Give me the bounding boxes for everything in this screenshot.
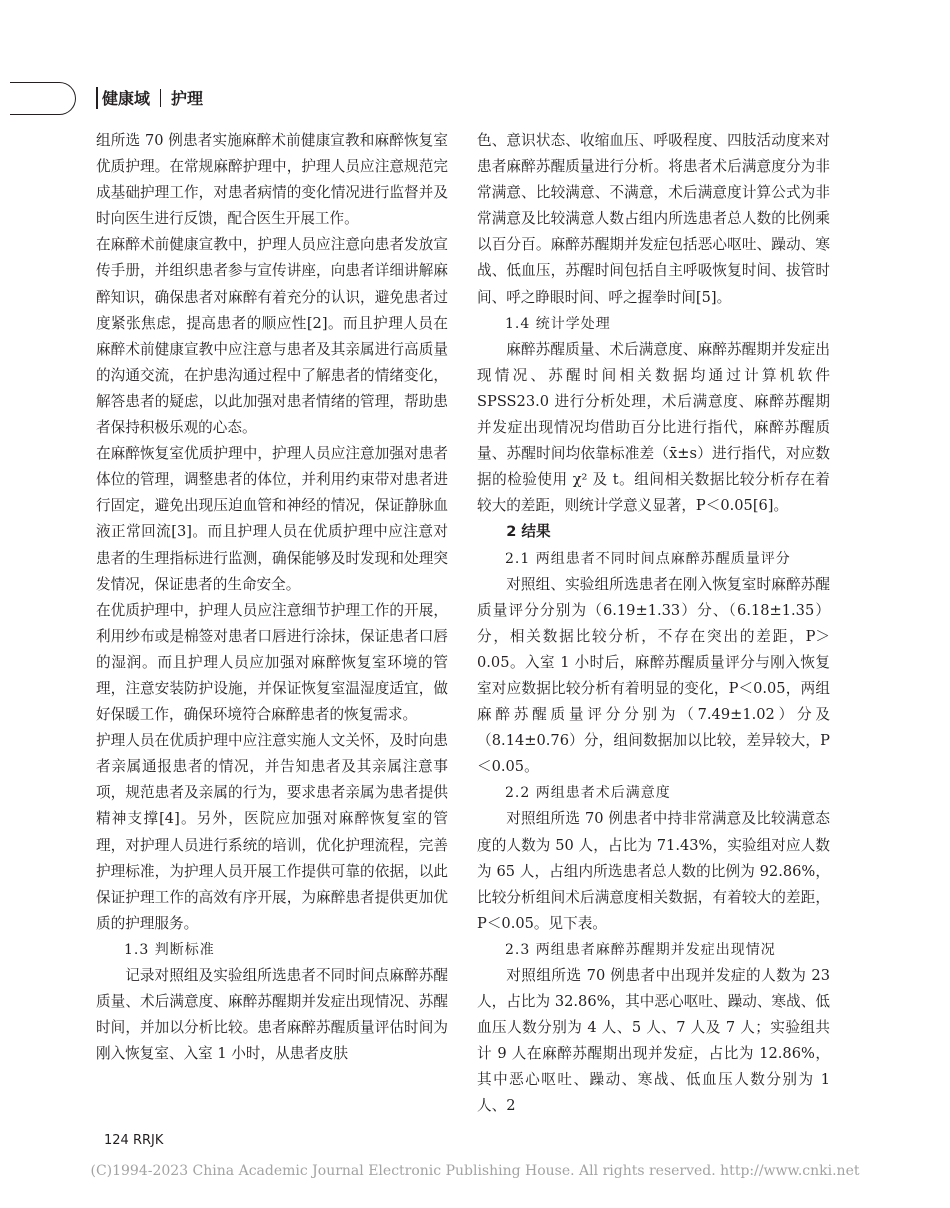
right-column [477, 128, 830, 1120]
left-column [96, 128, 448, 1067]
paragraph: 记录对照组及实验组所选患者不同时间点麻醉苏醒质量、术后满意度、麻醉苏醒期并发症出现情况、苏醒时间，并加以分析比较。患者麻醉苏醒质量评估时间为刚入恢复室、入室 1 小时，从患者皮肤 [96, 967, 448, 1063]
header-bar [96, 87, 98, 109]
paragraph: 组所选 70 例患者实施麻醉术前健康宣教和麻醉恢复室优质护理。在常规麻醉护理中，护理人员应注意规范完成基础护理工作，对患者病情的变化情况进行监督并及时向医生进行反馈，配合医生开展工作。 [96, 132, 448, 228]
header-tab-shape [10, 82, 76, 115]
section-name: 护理 [171, 89, 204, 108]
paragraph: 在麻醉恢复室优质护理中，护理人员应注意加强对患者体位的管理，调整患者的体位，并利用约束带对患者进行固定，避免出现压迫血管和神经的情况，保证静脉血液正常回流[3]。而且护理人员在优质护理中应注意对患者的生理指标进行监测，确保能够及时发现和处理突发情况，保证患者的生命安全。 [96, 445, 448, 593]
paragraph: 护理人员在优质护理中应注意实施人文关怀，及时向患者亲属通报患者的情况，并告知患者及其亲属注意事项，规范患者及亲属的行为，要求患者亲属为患者提供精神支撑[4]。另外，医院应加强对麻醉恢复室的管理，对护理人员进行系统的培训，优化护理流程，完善护理标准，为护理人员开展工作提供可靠的依据，以此保证护理工作的高效有序开展，为麻醉患者提供更加优质的护理服务。 [96, 732, 448, 932]
paragraph: 在优质护理中，护理人员应注意细节护理工作的开展，利用纱布或是棉签对患者口唇进行涂抹，保证患者口唇的湿润。而且护理人员应加强对麻醉恢复室环境的管理，注意安装防护设施，并保证恢复室温湿度适宜，做好保暖工作，确保环境符合麻醉患者的恢复需求。 [96, 601, 448, 724]
page-number: 124 RRJK [104, 1133, 164, 1148]
copyright-footer: (C)1994-2023 China Academic Journal Electronic Publishing House. All rights reserved. http://www.cnki.net [90, 1163, 860, 1179]
journal-name: 健康域 [102, 89, 151, 108]
paragraph: 麻醉苏醒质量、术后满意度、麻醉苏醒期并发症出现情况、苏醒时间相关数据均通过计算机软件 SPSS23.0 进行分析处理，术后满意度、麻醉苏醒期并发症出现情况均借助百分比进行指代，麻醉苏醒质量、苏醒时间均依靠标准差（x̄±s）进行指代，对应数据的检验使用 χ² 及 t。组间相关数据比较分析存在着较大的差距，则统计学意义显著，P＜0.05[6]。 [477, 340, 830, 515]
paragraph: 色、意识状态、收缩血压、呼吸程度、四肢活动度来对患者麻醉苏醒质量进行分析。将患者术后满意度分为非常满意、比较满意、不满意，术后满意度计算公式为非常满意及比较满意人数占组内所选患者总人数的比例乘以百分百。麻醉苏醒期并发症包括恶心呕吐、躁动、寒战、低血压，苏醒时间包括自主呼吸恢复时间、拔管时间、呼之睁眼时间、呼之握拳时间[5]。 [477, 132, 830, 306]
section-heading: 1.4 统计学处理 [505, 315, 611, 332]
paragraph: 在麻醉术前健康宣教中，护理人员应注意向患者发放宣传手册，并组织患者参与宣传讲座，向患者详细讲解麻醉知识，确保患者对麻醉有着充分的认识，避免患者过度紧张焦虑，提高患者的顺应性[2]。而且护理人员在麻醉术前健康宣教中应注意与患者及其亲属进行高质量的沟通交流，在护患沟通过程中了解患者的情绪变化，解答患者的疑虑，以此加强对患者情绪的管理，帮助患者保持积极乐观的心态。 [96, 236, 448, 437]
running-header [96, 86, 203, 109]
header-separator [160, 89, 161, 107]
section-heading: 2.3 两组患者麻醉苏醒期并发症出现情况 [505, 941, 776, 958]
section-heading: 1.3 判断标准 [124, 941, 215, 958]
paragraph: 对照组、实验组所选患者在刚入恢复室时麻醉苏醒质量评分分别为（6.19±1.33）分、（6.18±1.35）分，相关数据比较分析，不存在突出的差距，P＞0.05。入室 1 小时后，麻醉苏醒质量评分与刚入恢复室对应数据比较分析有着明显的变化，P＜0.05，两组麻醉苏醒质量评分分别为（7.49±1.02）分及（8.14±0.76）分，组间数据加以比较，差异较大，P＜0.05。 [477, 575, 830, 776]
section-heading: 2.2 两组患者术后满意度 [505, 785, 671, 802]
section-heading: 2.1 两组患者不同时间点麻醉苏醒质量评分 [505, 550, 791, 567]
section-heading: 2 结果 [506, 523, 551, 541]
paragraph: 对照组所选 70 例患者中出现并发症的人数为 23 人，占比为 32.86%，其中恶心呕吐、躁动、寒战、低血压人数分别为 4 人、5 人、7 人及 7 人；实验组共计 9 人在麻醉苏醒期出现并发症，占比为 12.86%，其中恶心呕吐、躁动、寒战、低血压人数分别为 1 人、2 [477, 967, 830, 1115]
paragraph: 对照组所选 70 例患者中持非常满意及比较满意态度的人数为 50 人，占比为 71.43%，实验组对应人数为 65 人，占组内所选患者总人数的比例为 92.86%，比较分析组间术后满意度相关数据，有着较大的差距，P＜0.05。见下表。 [477, 810, 830, 932]
